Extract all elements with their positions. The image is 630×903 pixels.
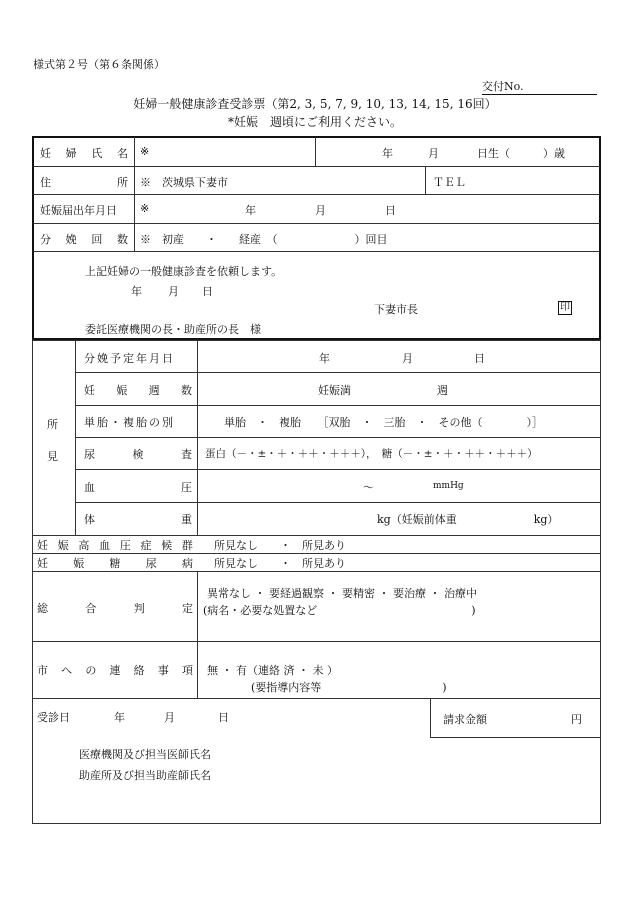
fetus-count-label-text: 単胎・複胎の別 (84, 416, 175, 429)
divider (75, 469, 600, 470)
divider (75, 341, 76, 535)
seal-mark: 印 (560, 302, 570, 313)
addressee: 委託医療機関の長・助産所の長 様 (85, 323, 261, 336)
blood-pressure-label: 血 圧 (84, 481, 192, 494)
due-date-month[interactable]: 月 (402, 352, 413, 365)
pregnancy-report-label (40, 202, 128, 218)
divider (75, 405, 600, 406)
overall-assessment-label: 総 合 判 定 (37, 602, 193, 615)
request-text: 上記妊婦の一般健康診査を依頼します。 (85, 265, 283, 278)
blood-pressure-unit: mmHg (433, 481, 464, 491)
issue-number-label: 交付No. (482, 78, 597, 95)
urine-test-label: 尿 検 査 (84, 448, 192, 461)
visit-date-year[interactable]: 年 (114, 711, 125, 724)
divider (315, 137, 316, 166)
divider (33, 553, 600, 554)
divider (430, 698, 431, 737)
gestation-weeks-label: 妊 娠 週 数 (84, 384, 192, 397)
divider (33, 166, 600, 167)
divider (134, 137, 135, 251)
pregnancy-report-label-text: 妊娠届出年月日 (40, 204, 117, 217)
due-date-day[interactable]: 日 (474, 352, 485, 365)
gestational-diabetes-options[interactable]: 所見なし ・ 所見あり (214, 557, 346, 570)
address-label: 住 所 (40, 176, 128, 189)
midwife-name-label[interactable]: 助産所及び担当助産師氏名 (79, 769, 211, 782)
address-field[interactable]: ※ 茨城県下妻市 (140, 176, 228, 189)
doctor-name-label[interactable]: 医療機関及び担当医師氏名 (79, 748, 211, 761)
delivery-count-field[interactable]: ※ 初産 ・ 経産 （ ）回目 (140, 233, 388, 246)
divider (33, 251, 600, 252)
due-date-year[interactable]: 年 (319, 352, 330, 365)
visit-date-day[interactable]: 日 (218, 711, 229, 724)
mayor-label: 下妻市長 (374, 303, 418, 316)
divider (33, 194, 600, 195)
claim-amount-unit[interactable]: 円 (571, 713, 582, 726)
pregnancy-report-month: 月 (315, 204, 326, 217)
overall-assessment-notes[interactable]: (病名・必要な処置など ) (203, 604, 476, 617)
divider (197, 571, 198, 698)
divider (33, 571, 600, 572)
name-label: 妊 婦 氏 名 (40, 147, 128, 160)
birth-age: ）歳 (543, 147, 565, 160)
fetus-count-options[interactable]: 単胎 ・ 複胎 ［双胎 ・ 三胎 ・ その他（ ）］ (224, 416, 543, 429)
findings-label-1: 所 (47, 418, 58, 431)
visit-date-month[interactable]: 月 (164, 711, 175, 724)
pregnancy-report-field[interactable]: ※ (140, 202, 150, 215)
request-date-year: 年 (131, 285, 142, 298)
pregnancy-report-day: 日 (385, 204, 396, 217)
hypertension-label: 妊 娠 高 血 圧 症 候 群 (37, 539, 193, 552)
weight-label: 体 重 (84, 513, 192, 526)
overall-assessment-options[interactable]: 異常なし ・ 要経過観察 ・ 要精密 ・ 要治療 ・ 治療中 (207, 587, 477, 600)
divider (33, 698, 600, 699)
divider (75, 437, 600, 438)
blood-pressure-separator[interactable]: ～ (363, 481, 374, 494)
request-date-month: 月 (168, 285, 179, 298)
divider (197, 341, 198, 535)
visit-date-label: 受診日 (37, 711, 70, 724)
name-field[interactable]: ※ (140, 145, 150, 158)
pregnancy-report-year: 年 (245, 204, 256, 217)
fetus-count-label (84, 414, 192, 430)
city-notes-options[interactable]: 無 ・ 有（連絡 済 ・ 未 ） (207, 664, 338, 677)
tel-label: ＴＥＬ (433, 176, 466, 189)
claim-amount-label: 請求金額 (443, 713, 487, 726)
divider (33, 535, 600, 536)
request-date-day: 日 (202, 285, 213, 298)
city-notes-label: 市 へ の 連 絡 事 項 (37, 664, 193, 677)
issue-number-field[interactable] (482, 78, 597, 95)
findings-label-2: 見 (47, 450, 58, 463)
divider (425, 166, 426, 194)
delivery-count-label: 分 娩 回 数 (40, 233, 128, 246)
urine-test-options[interactable]: 蛋白（－・±・＋・＋＋・＋＋＋）， 糖（－・±・＋・＋＋・＋＋＋） (205, 448, 538, 460)
city-notes-details[interactable]: (要指導内容等 ) (251, 681, 447, 694)
form-title: 妊婦一般健康診査受診票（第2, 3, 5, 7, 9, 10, 13, 14, 15, 16回） (133, 97, 497, 111)
divider (75, 502, 600, 503)
form-subtitle: *妊娠 週頃にご利用ください。 (227, 115, 402, 129)
hypertension-options[interactable]: 所見なし ・ 所見あり (214, 539, 346, 552)
birth-year: 年 (382, 147, 393, 160)
divider (33, 223, 600, 224)
due-date-label (84, 350, 192, 366)
divider (33, 641, 600, 642)
birth-day: 日生（ (477, 147, 510, 160)
gestation-weeks-prefix[interactable]: 妊娠満 (318, 384, 351, 397)
gestation-weeks-suffix: 週 (437, 384, 448, 397)
form-number: 様式第２号（第６条関係） (33, 58, 165, 71)
weight-field[interactable]: kg（妊娠前体重 kg） (377, 513, 559, 526)
birth-month: 月 (428, 147, 439, 160)
gestational-diabetes-label: 妊 娠 糖 尿 病 (37, 557, 193, 570)
divider (75, 372, 600, 373)
divider (430, 737, 600, 738)
due-date-label-text: 分娩予定年月日 (84, 352, 175, 365)
